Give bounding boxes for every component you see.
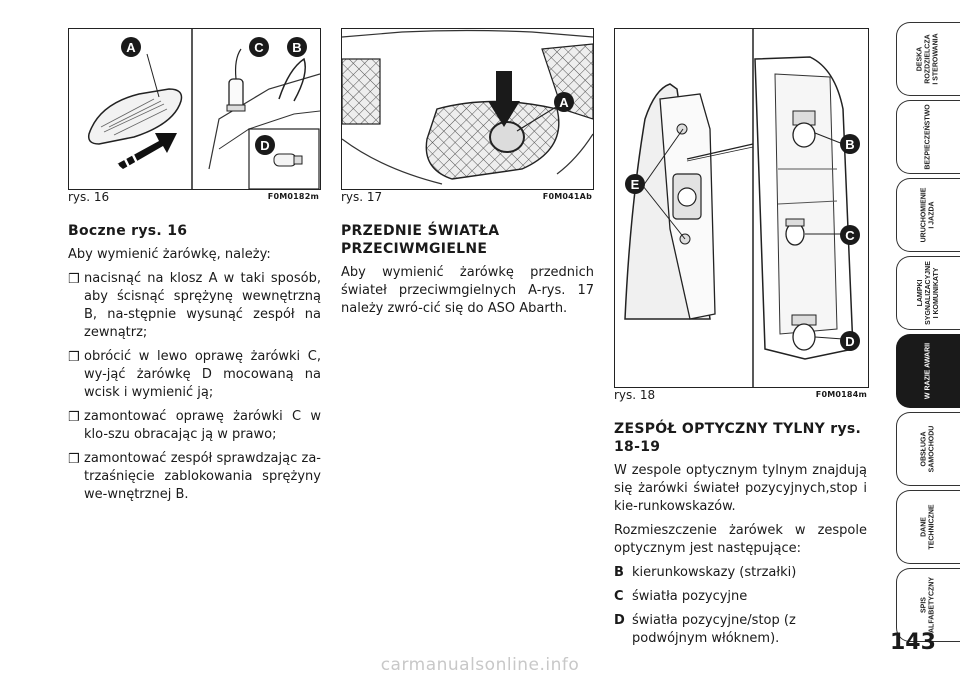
figure-16-illustration	[69, 29, 320, 189]
tail-lamp-heading: ZESPÓŁ OPTYCZNY TYLNY rys. 18-19	[614, 421, 862, 455]
legend-row-b	[614, 564, 867, 582]
label-d-marker	[255, 135, 275, 155]
label-b: B	[292, 40, 302, 55]
tab-label: W RAZIE AWARII	[924, 342, 932, 400]
instruction-step-2-text: obrócić w lewo oprawę żarówki C, wy-jąć żarówkę D mocowaną na wcisk i wymienić ją;	[84, 349, 321, 400]
label-c: C	[845, 228, 855, 243]
tab-bezpieczenstwo[interactable]	[896, 100, 960, 174]
column-tail-lamp	[614, 420, 867, 654]
label-a-marker	[121, 37, 141, 57]
figure-17-caption-text: rys. 17	[341, 190, 383, 204]
checkbox-bullet-icon: ❒	[68, 452, 80, 467]
figure-18	[614, 28, 869, 388]
figure-16-caption-text: rys. 16	[68, 190, 110, 204]
legend-key-d: D	[614, 613, 625, 628]
tab-label: LAMPKI SYGNALIZACYJNE I KOMUNIKATY	[916, 261, 940, 325]
legend-row-c	[614, 588, 867, 606]
checkbox-bullet-icon: ❒	[68, 410, 80, 425]
fog-lamps-text: Aby wymienić żarówkę przednich świateł przeciwmgielnych A-rys. 17 należy zwró-cić się do ASO Abarth.	[341, 265, 594, 316]
figure-18-illustration	[615, 29, 868, 387]
tab-uruchomienie[interactable]	[896, 178, 960, 252]
legend-text-c: światła pozycyjne	[632, 589, 748, 604]
tab-label: URUCHOMIENIE I JAZDA	[920, 187, 936, 243]
legend-row-d	[614, 612, 867, 648]
instruction-step-4-text: zamontować zespół sprawdzając za-trzaśnięcie zablokowania sprężyny we-wnętrznej B.	[84, 451, 321, 502]
watermark: carmanualsonline.info	[380, 655, 580, 675]
label-a: A	[126, 40, 136, 55]
tab-label: DANE TECHNICZNE	[920, 504, 936, 550]
label-b: B	[845, 137, 855, 152]
label-b-marker	[840, 134, 860, 154]
legend-key-c: C	[614, 589, 624, 604]
legend-text-b: kierunkowskazy (strzałki)	[632, 565, 797, 580]
side-lamp-intro: Aby wymienić żarówkę, należy:	[68, 247, 271, 262]
column-side-lamp	[68, 222, 321, 510]
figure-17-caption	[341, 190, 592, 204]
fog-lamps-heading: PRZEDNIE ŚWIATŁA PRZECIWMGIELNE	[341, 223, 500, 257]
label-e-marker	[625, 174, 645, 194]
label-a-marker	[554, 92, 574, 112]
label-d: D	[260, 138, 270, 153]
instruction-step-1-text: nacisnąć na klosz A w taki sposób, aby ścisnąć sprężynę wewnętrzną B, na-stępnie wysunąć zespół na zewnątrz;	[84, 271, 321, 340]
checkbox-bullet-icon: ❒	[68, 272, 80, 287]
bulb-d	[274, 154, 302, 166]
fog-lamp-a	[490, 122, 524, 152]
tab-label: DESKA ROZDZIELCZA I STEROWANIA	[916, 33, 940, 85]
tab-label: BEZPIECZEŃSTWO	[924, 104, 932, 170]
tail-lamp-text-2: Rozmieszczenie żarówek w zespole optycznym jest następujące:	[614, 523, 867, 556]
bulb-c	[786, 219, 804, 245]
label-c-marker	[840, 225, 860, 245]
figure-18-caption	[614, 388, 867, 402]
instruction-step-3-text: zamontować oprawę żarówki C w klo-szu obracając ją w prawo;	[84, 409, 321, 442]
label-e: E	[630, 177, 640, 192]
figure-17-code: F0M041Ab	[542, 192, 592, 201]
tab-obsluga[interactable]	[896, 412, 960, 486]
tab-deska-rozdzielcza[interactable]	[896, 22, 960, 96]
label-c-marker	[249, 37, 269, 57]
tab-w-razie-awarii[interactable]	[896, 334, 960, 408]
figure-18-caption-text: rys. 18	[614, 388, 656, 402]
figure-16-code: F0M0182m	[267, 192, 319, 201]
column-fog-lamps	[341, 222, 594, 324]
tab-label: OBSŁUGA SAMOCHODU	[920, 425, 936, 473]
figure-17	[341, 28, 594, 190]
tab-dane-techniczne[interactable]	[896, 490, 960, 564]
tab-label: SPIS ALFABETYCZNY	[920, 577, 936, 633]
tail-lamp-cluster	[625, 84, 715, 319]
label-c: C	[254, 40, 264, 55]
instruction-step-4	[68, 450, 321, 504]
figure-16-caption	[68, 190, 319, 204]
checkbox-bullet-icon: ❒	[68, 350, 80, 365]
bulb-holder-c	[227, 49, 245, 111]
figure-17-illustration	[342, 29, 593, 189]
tail-lamp-text-1: W zespole optycznym tylnym znajdują się żarówki świateł pozycyjnych,stop i kie-runkowskazów.	[614, 463, 867, 514]
instruction-step-1	[68, 270, 321, 342]
bulb-d	[792, 315, 816, 350]
legend-text-d: światła pozycyjne/stop (z podwójnym włóknem).	[632, 613, 796, 646]
label-b-marker	[287, 37, 307, 57]
instruction-step-3	[68, 408, 321, 444]
figure-18-code: F0M0184m	[815, 390, 867, 399]
label-d-marker	[840, 331, 860, 351]
label-a: A	[559, 95, 569, 110]
tab-lampki[interactable]	[896, 256, 960, 330]
label-d: D	[845, 334, 855, 349]
bulb-b	[793, 111, 815, 147]
side-lamp-heading: Boczne rys. 16	[68, 223, 188, 239]
instruction-step-2	[68, 348, 321, 402]
page-number: 143	[890, 630, 936, 655]
legend-key-b: B	[614, 565, 624, 580]
figure-16	[68, 28, 321, 190]
